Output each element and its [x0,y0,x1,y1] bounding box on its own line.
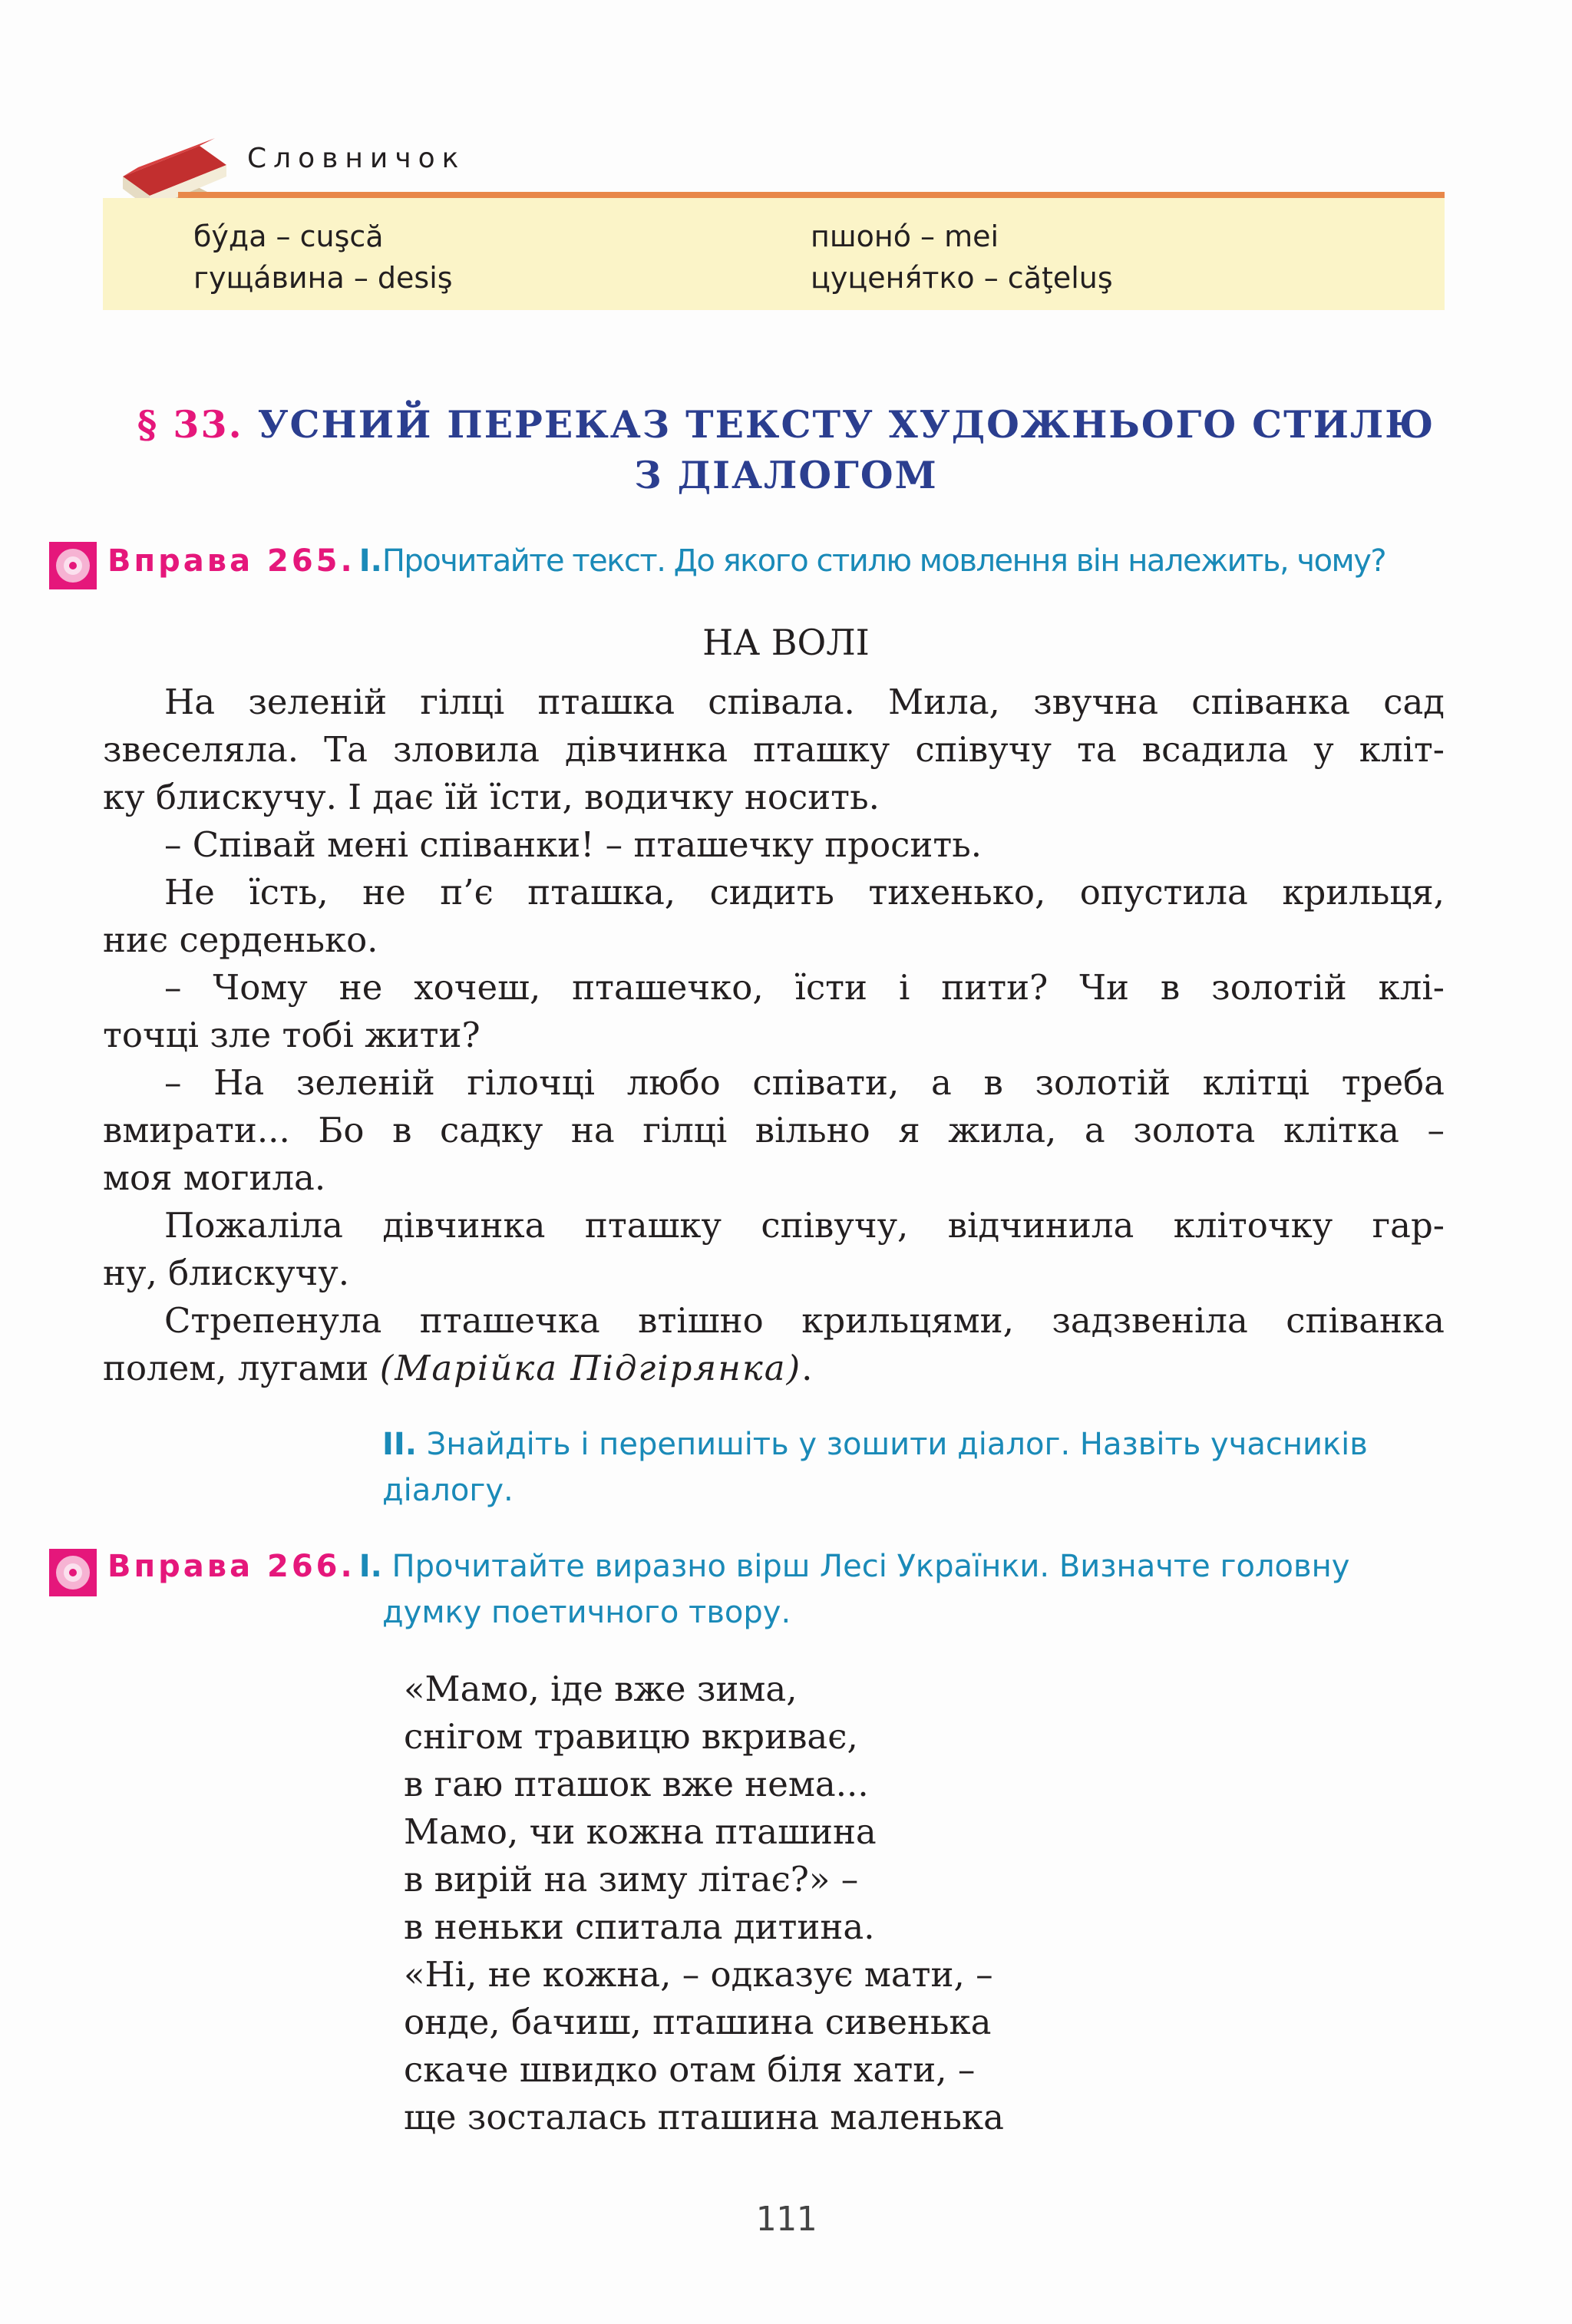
text-line: ку блискучу. І дає їй їсти, водичку носить. [103,777,880,817]
poem-line: скаче швидко отам біля хати, – [404,2049,976,2090]
page-number: 111 [755,2200,817,2239]
period: . [801,1348,813,1388]
poem-line: Мамо, чи кожна пташина [404,1811,877,1852]
glossary-title: Словничок [247,143,466,174]
text-line: Стрепенула пташечка втішно крильцями, задзвеніла співанка [164,1300,1445,1341]
text-line-with-author [103,1345,812,1392]
exercise-265-header [107,543,1385,579]
task-text: Прочитайте виразно вірш Лесі Українки. Визначте головну [381,1549,1350,1584]
section-title: УСНИЙ ПЕРЕКАЗ ТЕКСТУ ХУДОЖНЬОГО СТИЛЮ [257,402,1435,447]
text-line: Не їсть, не п’є пташка, сидить тихенько, опустила крильця, [164,872,1445,913]
poem-line: снігом травицю вкриває, [404,1716,858,1757]
task-roman: I. [358,1549,382,1584]
text-line: ниє серденько. [103,919,378,960]
poem-line: «Мамо, іде вже зима, [404,1669,798,1709]
section-heading [103,399,1469,450]
glossary-entry: пшоно́ – mei [811,220,999,253]
text-line: вмирати... Бо в садку на гілці вільно я жила, а золота клітка – [103,1110,1445,1150]
text-line: – Співай мені співанки! – пташечку просить. [164,824,982,865]
poem-line: в вирій на зиму літає?» – [404,1859,859,1900]
exercise-flower-icon [49,1549,97,1596]
text-title: НА ВОЛІ [702,622,870,663]
exercise-266-header [107,1549,1349,1584]
poem-line: онде, бачиш, пташина сивенька [404,2002,992,2042]
task-roman: II. [382,1427,417,1462]
text-line: ну, блискучу. [103,1253,350,1293]
author: (Марійка Підгірянка) [379,1348,802,1388]
poem-line: «Ні, не кожна, – одказує мати, – [404,1954,993,1995]
poem-line: в гаю пташок вже нема... [404,1764,869,1804]
text-line: точці зле тобі жити? [103,1015,481,1055]
exercise-266-task-line2: думку поетичного твору. [382,1595,791,1630]
text-line: моя могила. [103,1157,326,1198]
section-number: § 33. [137,402,243,447]
exercise-label: Вправа 266. [107,1549,355,1584]
glossary-divider [178,192,1445,198]
text-line: На зеленій гілці пташка співала. Мила, звучна співанка сад [164,682,1445,722]
exercise-label: Вправа 265. [107,543,355,579]
text-line: звеселяла. Та зловила дівчинка пташку співучу та всадила у кліт- [103,729,1445,770]
text-line: – На зеленій гілочці любо співати, а в золотій клітці треба [164,1062,1445,1103]
glossary-entry: бу́да – cuşcă [193,220,384,253]
text-line: Пожаліла дівчинка пташку співучу, відчинила кліточку гар- [164,1205,1445,1246]
glossary-entry: гуща́вина – desiş [193,261,453,295]
exercise-task [359,543,1385,579]
glossary-entry: цуценя́тко – căţeluş [811,261,1113,295]
task-roman: I. [358,543,382,579]
task-text: Знайдіть і перепишіть у зошити діалог. Назвіть учасників [416,1427,1368,1462]
exercise-265-task-2 [382,1421,1368,1467]
text-line: – Чому не хочеш, пташечко, їсти і пити? Чи в золотій клі- [164,967,1445,1008]
exercise-265-task-2-line2: діалогу. [382,1473,514,1508]
section-heading-line2: З ДІАЛОГОМ [634,453,938,497]
task-text: Прочитайте текст. До якого стилю мовлення він належить, чому? [381,543,1386,579]
poem-line: ще зосталась пташина маленька [404,2097,1004,2137]
poem-line: в неньки спитала дитина. [404,1906,875,1947]
exercise-task [359,1549,1350,1584]
exercise-flower-icon [49,542,97,589]
text-line: полем, лугами [103,1348,380,1388]
